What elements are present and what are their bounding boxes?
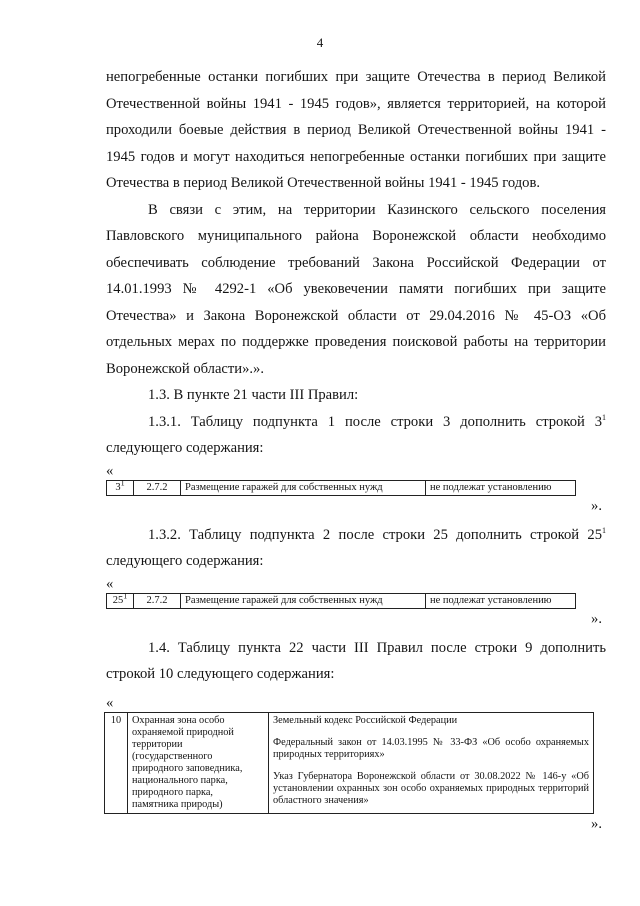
row-number-cell: $25^1$ [107,593,134,608]
quote-open-2: « [106,575,114,592]
protected-zone-table [104,712,594,814]
table-row [107,480,576,495]
legal-act-federal-law: Федеральный закон от 14.03.1995 № 33-ФЗ «Об особо охраняемых природных территориях» [273,736,589,760]
quote-open-3: « [106,694,114,711]
paragraph-requirements: В связи с этим, на территории Казинского сельского поселения Павловского муниципального района Воронежской области необходимо обеспечивать соблюдение требований Закона Российской Федерации от 14.01.1993 № 4292-1 «Об увековечении памяти погибших при защите Отечества» и Закона Воронежской области от 29.04.2016 № 45-ОЗ «Об отдельных мерах по поддержке проведения поисковой работы на территории Воронежской области».». [106,201,606,377]
zone-legal-acts-cell [269,712,594,813]
document-body [106,64,606,834]
item-1-3-2-text-after: следующего содержания: [106,553,264,569]
row-code-cell: 2.7.2 [134,593,181,608]
item-1-3-1-sup: 1 [602,412,606,422]
item-1-3-1-text-after: следующего содержания: [106,440,264,456]
paragraph-item-1-3-2 [106,522,606,575]
row-code-cell: 2.7.2 [134,480,181,495]
garage-row-table-1 [106,480,576,496]
quote-close-1: ». [591,497,602,514]
item-1-3-2-text: 1.3.2. Таблицу подпункта 2 после строки 25 дополнить строкой 25 [148,526,602,543]
table-row [107,593,576,608]
item-1-3-1-text: 1.3.1. Таблицу подпункта 1 после строки 3 дополнить строкой 3 [148,413,602,430]
quote-open-1: « [106,462,114,479]
table-row [105,712,594,813]
paragraph-continuation: непогребенные останки погибших при защите Отечества в период Великой Отечественной войны 1941 - 1945 годов», является территорией, на которой проходили боевые действия в период Великой Отечественной войны 1941 - 1945 годов и могут находиться непогребенные останки погибших при защите Отечества в период Великой Отечественной войны 1941 - 1945 годов. [106,69,606,191]
paragraph-item-1-3-1 [106,409,606,462]
quote-close-2: ». [591,610,602,627]
row-value-cell: не подлежат установлению [426,593,576,608]
zone-name-cell: Охранная зона особо охраняемой природной территории (государственного природного заповедника, национального парка, природного парка, памятника природы) [128,712,269,813]
row-name-cell: Размещение гаражей для собственных нужд [181,480,426,495]
paragraph-item-1-3: 1.3. В пункте 21 части III Правил: [148,387,359,403]
item-1-3-2-sup: 1 [602,525,606,535]
legal-act-governor-decree: Указ Губернатора Воронежской области от 30.08.2022 № 146-у «Об установлении охранных зон особо охраняемых природных территорий областного значения» [273,770,589,806]
row-name-cell: Размещение гаражей для собственных нужд [181,593,426,608]
garage-row-table-2 [106,593,576,609]
quote-close-3: ». [591,815,602,832]
page-number: 4 [316,35,324,50]
paragraph-item-1-4: 1.4. Таблицу пункта 22 части III Правил после строки 9 дополнить строкой 10 следующего содержания: [106,639,606,682]
row-number-cell: $3^1$ [107,480,134,495]
row-value-cell: не подлежат установлению [426,480,576,495]
legal-act-land-code: Земельный кодекс Российской Федерации [273,714,458,726]
zone-row-number: 10 [105,712,128,813]
